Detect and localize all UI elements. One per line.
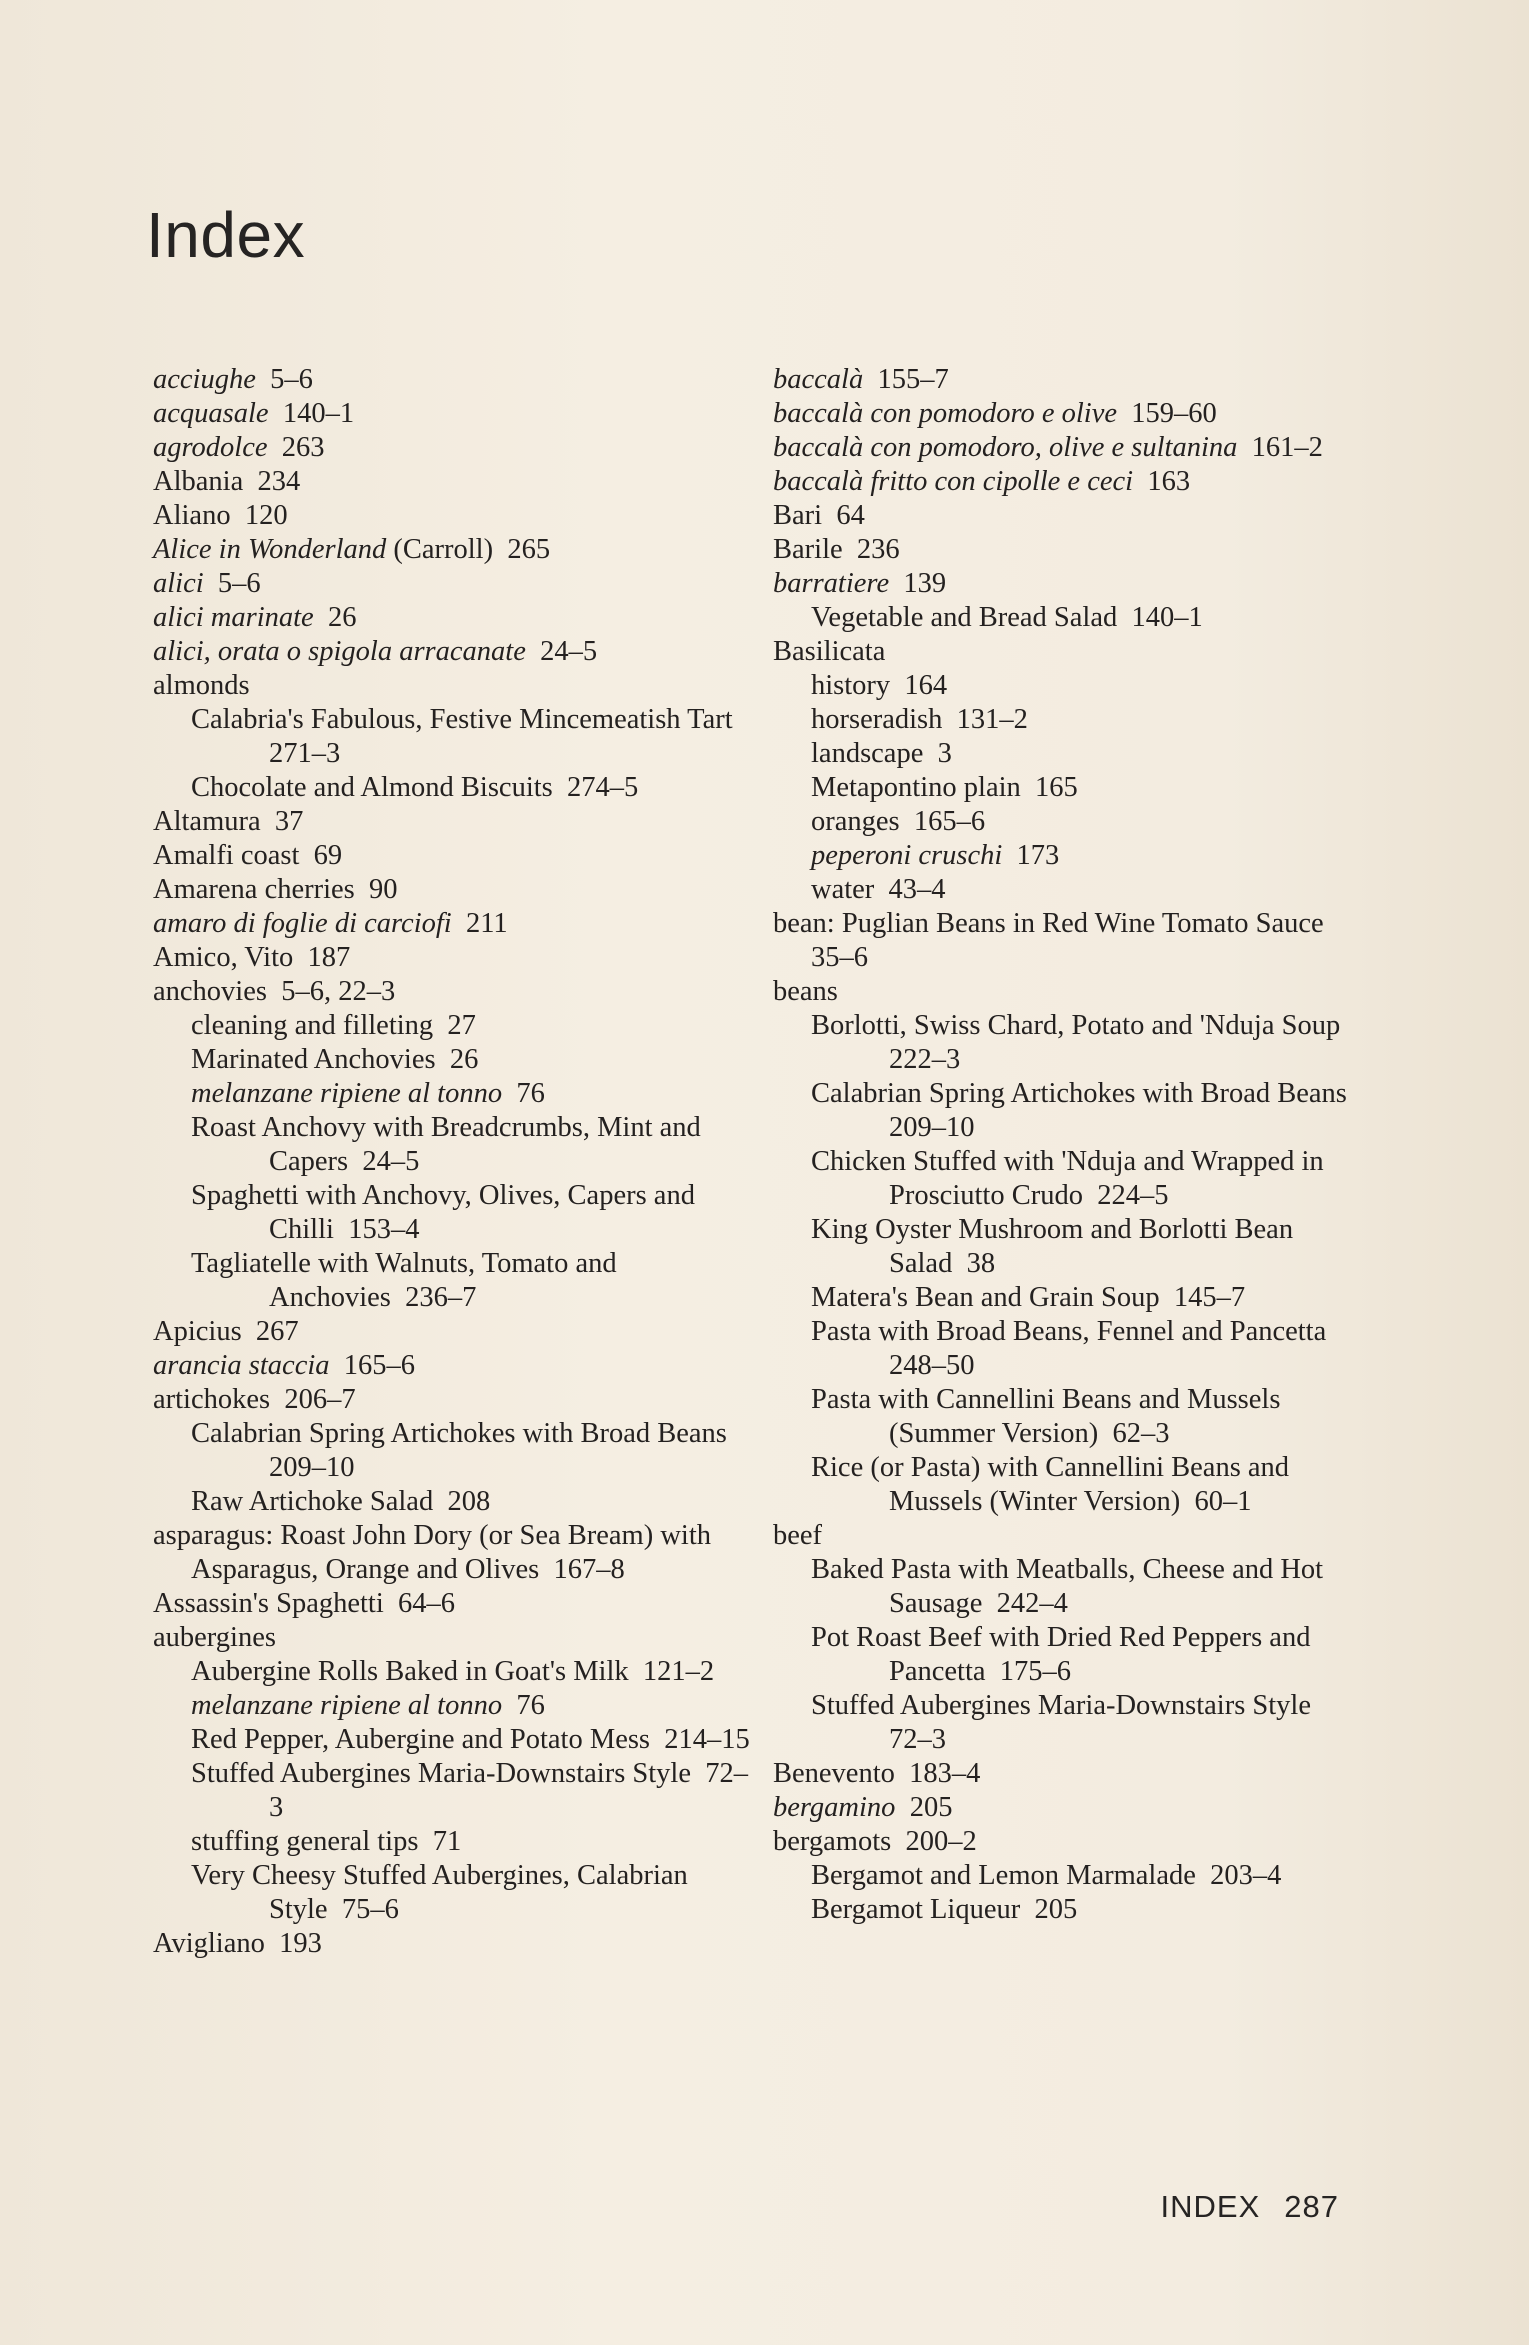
- index-subentry: [153, 1859, 753, 1927]
- entry-pages: 236–7: [405, 1282, 477, 1313]
- index-entry: [773, 533, 1363, 567]
- index-entry: [153, 1621, 753, 1655]
- entry-pages: 60–1: [1194, 1486, 1252, 1517]
- index-subentry: [773, 839, 1363, 873]
- index-entry: [773, 465, 1363, 499]
- entry-term: melanzane ripiene al tonno: [191, 1690, 503, 1721]
- index-entry: [153, 839, 753, 873]
- entry-pages: 145–7: [1173, 1282, 1246, 1313]
- entry-pages: 64: [836, 500, 865, 531]
- entry-term: bergamots: [773, 1826, 892, 1857]
- entry-pages: 75–6: [341, 1894, 399, 1925]
- entry-pages: 164: [904, 670, 948, 701]
- entry-term: Marinated Anchovies: [191, 1044, 436, 1075]
- entry-pages: 208: [447, 1486, 491, 1517]
- index-subentry: [773, 1009, 1363, 1077]
- entry-term: stuffing general tips: [191, 1826, 419, 1857]
- entry-term: water: [811, 874, 875, 905]
- entry-term: Calabria's Fabulous, Festive Mincemeatish Tart: [191, 704, 733, 735]
- entry-pages: 200–2: [905, 1826, 977, 1857]
- entry-term: King Oyster Mushroom and Borlotti Bean Salad: [811, 1214, 1294, 1279]
- index-subentry: [153, 703, 753, 771]
- index-subentry: [153, 1043, 753, 1077]
- entry-pages: 120: [244, 500, 288, 531]
- index-subentry: [773, 601, 1363, 635]
- index-entry: [153, 363, 753, 397]
- entry-pages: 71: [432, 1826, 462, 1857]
- entry-term: peperoni cruschi: [811, 840, 1003, 871]
- entry-term: Matera's Bean and Grain Soup: [811, 1282, 1160, 1313]
- index-subentry: [153, 1723, 753, 1757]
- index-column-right: [773, 363, 1363, 1927]
- index-entry: [153, 567, 753, 601]
- entry-term: Pot Roast Beef with Dried Red Peppers and Pancetta: [811, 1622, 1311, 1687]
- entry-term: artichokes: [153, 1384, 271, 1415]
- entry-term: asparagus: Roast John Dory (or Sea Bream) with Asparagus, Orange and Olives: [153, 1520, 712, 1585]
- entry-pages: 209–10: [889, 1112, 975, 1143]
- entry-term: Stuffed Aubergines Maria-Downstairs Style: [191, 1758, 692, 1789]
- index-entry: [153, 499, 753, 533]
- entry-pages: 3: [937, 738, 952, 769]
- index-entry: [773, 363, 1363, 397]
- entry-term: Basilicata: [773, 636, 886, 667]
- index-entry: [153, 533, 753, 567]
- index-subentry: [773, 771, 1363, 805]
- index-entry: [153, 1383, 753, 1417]
- index-subentry: [153, 1417, 753, 1485]
- index-subentry: [773, 737, 1363, 771]
- entry-term: alici marinate: [153, 602, 314, 633]
- index-subentry: [773, 1383, 1363, 1451]
- entry-pages: 72–3: [269, 1758, 749, 1823]
- index-entry: [773, 907, 1363, 975]
- entry-pages: 159–60: [1131, 398, 1217, 429]
- entry-term: baccalà: [773, 364, 864, 395]
- entry-pages: 140–1: [1131, 602, 1203, 633]
- index-entry: [773, 1791, 1363, 1825]
- entry-term: landscape: [811, 738, 924, 769]
- entry-pages: 175–6: [999, 1656, 1072, 1687]
- entry-pages: 24–5: [540, 636, 598, 667]
- entry-pages: 5–6: [217, 568, 261, 599]
- entry-pages: 263: [281, 432, 325, 463]
- entry-term: Calabrian Spring Artichokes with Broad Beans: [811, 1078, 1347, 1109]
- entry-pages: 242–4: [996, 1588, 1068, 1619]
- index-column-left: [153, 363, 753, 1961]
- page-footer: [1161, 2189, 1339, 2225]
- entry-term: acquasale: [153, 398, 269, 429]
- index-subentry: [153, 1825, 753, 1859]
- index-subentry: [773, 1077, 1363, 1145]
- entry-pages: 139: [903, 568, 947, 599]
- entry-term: agrodolce: [153, 432, 268, 463]
- index-subentry: [153, 1655, 753, 1689]
- entry-pages: 205: [1034, 1894, 1078, 1925]
- index-entry: [153, 465, 753, 499]
- index-subentry: [773, 1859, 1363, 1893]
- index-subentry: [153, 1485, 753, 1519]
- entry-pages: 234: [257, 466, 301, 497]
- entry-note: (Carroll): [393, 534, 494, 565]
- entry-pages: 224–5: [1097, 1180, 1169, 1211]
- entry-pages: 236: [856, 534, 900, 565]
- entry-term: Red Pepper, Aubergine and Potato Mess: [191, 1724, 651, 1755]
- index-entry: [773, 635, 1363, 669]
- entry-pages: 72–3: [889, 1724, 946, 1755]
- entry-term: Tagliatelle with Walnuts, Tomato and Anchovies: [191, 1248, 617, 1313]
- index-subentry: [773, 1213, 1363, 1281]
- entry-term: acciughe: [153, 364, 256, 395]
- entry-pages: 163: [1147, 466, 1191, 497]
- page-title: Index: [146, 199, 306, 271]
- entry-term: beans: [773, 976, 838, 1007]
- entry-term: arancia staccia: [153, 1350, 330, 1381]
- index-entry: [773, 567, 1363, 601]
- index-entry: [153, 601, 753, 635]
- index-entry: [153, 805, 753, 839]
- footer-label: INDEX: [1160, 2189, 1261, 2224]
- entry-term: Benevento: [773, 1758, 895, 1789]
- entry-term: Roast Anchovy with Breadcrumbs, Mint and Capers: [191, 1112, 701, 1177]
- entry-term: Very Cheesy Stuffed Aubergines, Calabrian Style: [191, 1860, 688, 1925]
- entry-pages: 274–5: [567, 772, 639, 803]
- entry-pages: 131–2: [956, 704, 1028, 735]
- entry-pages: 35–6: [811, 942, 868, 973]
- index-subentry: [773, 1451, 1363, 1519]
- entry-term: Aliano: [153, 500, 231, 531]
- index-subentry: [153, 1009, 753, 1043]
- index-subentry: [773, 805, 1363, 839]
- entry-pages: 165–6: [343, 1350, 416, 1381]
- entry-pages: 5–6: [270, 364, 313, 395]
- entry-term: baccalà con pomodoro, olive e sultanina: [773, 432, 1238, 463]
- entry-pages: 165–6: [913, 806, 986, 837]
- entry-term: Vegetable and Bread Salad: [811, 602, 1118, 633]
- entry-pages: 153–4: [348, 1214, 420, 1245]
- index-entry: [153, 635, 753, 669]
- entry-pages: 187: [307, 942, 351, 973]
- index-entry: [153, 1927, 753, 1961]
- entry-term: almonds: [153, 670, 250, 701]
- entry-term: melanzane ripiene al tonno: [191, 1078, 503, 1109]
- entry-pages: 62–3: [1112, 1418, 1170, 1449]
- entry-term: horseradish: [811, 704, 943, 735]
- entry-pages: 43–4: [888, 874, 946, 905]
- entry-pages: 205: [909, 1792, 953, 1823]
- index-entry: [153, 907, 753, 941]
- entry-term: Barile: [773, 534, 843, 565]
- entry-term: Rice (or Pasta) with Cannellini Beans and Mussels (Winter Version): [811, 1452, 1290, 1517]
- index-entry: [773, 499, 1363, 533]
- entry-term: barratiere: [773, 568, 890, 599]
- entry-pages: 90: [369, 874, 398, 905]
- entry-pages: 37: [274, 806, 304, 837]
- entry-term: Chicken Stuffed with 'Nduja and Wrapped in Prosciutto Crudo: [811, 1146, 1324, 1211]
- index-subentry: [153, 1247, 753, 1315]
- entry-pages: 267: [255, 1316, 299, 1347]
- entry-pages: 222–3: [889, 1044, 961, 1075]
- entry-term: Alice in Wonderland: [153, 534, 387, 565]
- entry-pages: 69: [313, 840, 343, 871]
- entry-pages: 167–8: [553, 1554, 625, 1585]
- index-subentry: [773, 1893, 1363, 1927]
- entry-term: bergamino: [773, 1792, 896, 1823]
- entry-term: beef: [773, 1520, 823, 1551]
- entry-term: alici, orata o spigola arracanate: [153, 636, 526, 667]
- entry-pages: 193: [279, 1928, 322, 1959]
- entry-term: Baked Pasta with Meatballs, Cheese and Hot Sausage: [811, 1554, 1324, 1619]
- entry-pages: 26: [327, 602, 357, 633]
- entry-pages: 161–2: [1251, 432, 1323, 463]
- index-subentry: [773, 1553, 1363, 1621]
- entry-term: Pasta with Cannellini Beans and Mussels (Summer Version): [811, 1384, 1281, 1449]
- entry-pages: 211: [465, 908, 508, 939]
- entry-term: Bergamot and Lemon Marmalade: [811, 1860, 1196, 1891]
- entry-pages: 203–4: [1210, 1860, 1282, 1891]
- entry-term: Stuffed Aubergines Maria-Downstairs Style: [811, 1690, 1312, 1721]
- entry-term: Amico, Vito: [153, 942, 294, 973]
- index-entry: [153, 1519, 753, 1587]
- entry-term: Amarena cherries: [153, 874, 355, 905]
- entry-pages: 271–3: [269, 738, 341, 769]
- entry-term: Chocolate and Almond Biscuits: [191, 772, 553, 803]
- entry-term: Assassin's Spaghetti: [153, 1588, 384, 1619]
- index-entry: [153, 1315, 753, 1349]
- entry-pages: 183–4: [909, 1758, 981, 1789]
- index-subentry: [773, 1689, 1363, 1757]
- entry-pages: 76: [516, 1690, 545, 1721]
- entry-pages: 209–10: [269, 1452, 355, 1483]
- entry-pages: 265: [507, 534, 551, 565]
- entry-term: Spaghetti with Anchovy, Olives, Capers and Chilli: [191, 1180, 695, 1245]
- index-entry: [773, 1825, 1363, 1859]
- entry-term: Bari: [773, 500, 823, 531]
- index-entry: [153, 1349, 753, 1383]
- index-subentry: [153, 1179, 753, 1247]
- entry-term: baccalà con pomodoro e olive: [773, 398, 1118, 429]
- entry-term: baccalà fritto con cipolle e ceci: [773, 466, 1134, 497]
- index-entry: [773, 1519, 1363, 1553]
- entry-pages: 27: [447, 1010, 476, 1041]
- entry-term: Pasta with Broad Beans, Fennel and Pancetta: [811, 1316, 1327, 1347]
- entry-term: history: [811, 670, 891, 701]
- index-subentry: [773, 1621, 1363, 1689]
- entry-pages: 5–6, 22–3: [281, 976, 396, 1007]
- entry-term: Altamura: [153, 806, 261, 837]
- entry-pages: 24–5: [362, 1146, 420, 1177]
- index-entry: [153, 975, 753, 1009]
- index-subentry: [153, 1689, 753, 1723]
- index-entry: [153, 669, 753, 703]
- index-entry: [773, 1757, 1363, 1791]
- index-subentry: [773, 1315, 1363, 1383]
- entry-term: oranges: [811, 806, 900, 837]
- entry-term: aubergines: [153, 1622, 276, 1653]
- entry-pages: 248–50: [889, 1350, 975, 1381]
- entry-term: Amalfi coast: [153, 840, 300, 871]
- entry-pages: 64–6: [398, 1588, 456, 1619]
- entry-term: Raw Artichoke Salad: [191, 1486, 434, 1517]
- index-subentry: [153, 771, 753, 805]
- entry-term: Apicius: [153, 1316, 242, 1347]
- index-entry: [153, 431, 753, 465]
- index-entry: [773, 397, 1363, 431]
- entry-term: Albania: [153, 466, 244, 497]
- index-entry: [153, 1587, 753, 1621]
- page-number: 287: [1284, 2189, 1339, 2224]
- entry-term: Aubergine Rolls Baked in Goat's Milk: [191, 1656, 629, 1687]
- index-subentry: [773, 669, 1363, 703]
- index-entry: [153, 397, 753, 431]
- index-subentry: [773, 1145, 1363, 1213]
- entry-term: Borlotti, Swiss Chard, Potato and 'Nduja Soup: [811, 1010, 1341, 1041]
- index-entry: [153, 941, 753, 975]
- entry-pages: 38: [966, 1248, 996, 1279]
- entry-term: bean: Puglian Beans in Red Wine Tomato Sauce: [773, 908, 1324, 939]
- entry-pages: 121–2: [642, 1656, 715, 1687]
- index-entry: [773, 975, 1363, 1009]
- entry-pages: 165: [1035, 772, 1078, 803]
- entry-term: Bergamot Liqueur: [811, 1894, 1021, 1925]
- entry-term: Calabrian Spring Artichokes with Broad Beans: [191, 1418, 727, 1449]
- entry-term: cleaning and filleting: [191, 1010, 434, 1041]
- entry-pages: 140–1: [282, 398, 355, 429]
- entry-pages: 214–15: [664, 1724, 750, 1755]
- entry-pages: 155–7: [877, 364, 949, 395]
- index-subentry: [773, 1281, 1363, 1315]
- index-entry: [153, 873, 753, 907]
- entry-pages: 173: [1016, 840, 1060, 871]
- index-entry: [773, 431, 1363, 465]
- entry-term: alici: [153, 568, 204, 599]
- entry-term: Metapontino plain: [811, 772, 1021, 803]
- entry-term: anchovies: [153, 976, 267, 1007]
- entry-term: amaro di foglie di carciofi: [153, 908, 452, 939]
- entry-pages: 26: [449, 1044, 479, 1075]
- index-subentry: [153, 1077, 753, 1111]
- entry-pages: 76: [516, 1078, 545, 1109]
- index-subentry: [773, 703, 1363, 737]
- entry-term: Avigliano: [153, 1928, 265, 1959]
- index-subentry: [153, 1111, 753, 1179]
- index-subentry: [773, 873, 1363, 907]
- index-subentry: [153, 1757, 753, 1825]
- entry-pages: 206–7: [284, 1384, 356, 1415]
